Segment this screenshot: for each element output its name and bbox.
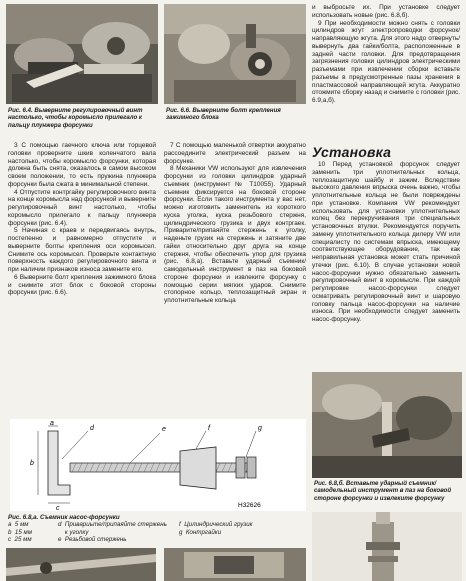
legend-key: c xyxy=(8,536,12,544)
legend-value: Контргайки xyxy=(185,528,222,536)
legend-fig-6-8a xyxy=(8,514,306,544)
diagram-code: H32626 xyxy=(238,502,261,509)
paragraph: 3 С помощью гаечного ключа или торцевой головки проверните шкив коленчатого вала настолько, чтобы коромысло форсунки, которая должна быть снята, оказалось в самом высоком своем положении, то есть пружина плунжера форсунки была сжата в минимальной степени. xyxy=(8,142,156,188)
legend-key: b xyxy=(8,528,12,536)
legend-key: e xyxy=(58,536,62,544)
diagram-fig-6-8a xyxy=(10,419,306,511)
paragraph: 4 Отпустите контргайку регулировочного винта на конце коромысла над форсункой и выверните регулировочный винт настолько, чтобы коромысло прилегало к пальцу плунжера форсунки (рис. 6.4). xyxy=(8,188,156,227)
label-e: e xyxy=(162,426,166,433)
legend-key: g xyxy=(179,528,183,536)
paragraph: 9 При необходимости можно снять с головки цилиндров жгут электропроводки форсунок/направляющую жгута. Для этого надо отвернуть/вывернуть два гайки/болта, расположенные в задней части головки. Для предотвращения загрязнения головки цилиндров электрическими разъемами при извлечении сборки вставьте разъемы в предусмотренные пазы хранения в пластмассовой направляющей жгута. Аккуратно отожмите сборку назад и снимите с головки (рис. 6.9,а,б). xyxy=(312,19,460,104)
legend-key: a xyxy=(8,521,12,529)
text-column-2 xyxy=(164,142,306,305)
paragraph: и выбросьте их. При установке следует использовать новые (рис. 6.8,б). xyxy=(312,4,460,19)
legend-row xyxy=(8,521,306,528)
legend-row xyxy=(8,536,306,543)
legend-value: Привариьте/припаяйте стержень xyxy=(64,521,167,529)
photo-bottom-middle xyxy=(164,548,306,581)
caption-fig-6-4: Рис. 6.4. Выверните регулировочный винт настолько, чтобы коромысло прилегало к пальцу плунжера форсунки xyxy=(8,107,143,129)
paragraph: 7 С помощью маленькой отвертки аккуратно рассоедините электрический разъем на форсунке. xyxy=(164,142,306,165)
text-column-3-top xyxy=(312,4,460,105)
legend-key: d xyxy=(58,521,62,529)
legend-value: Резьбовой стержень xyxy=(64,536,127,544)
photo-bottom-left xyxy=(6,548,156,581)
legend-value: 5 мм xyxy=(14,521,29,529)
text-column-3-bottom xyxy=(312,161,460,324)
label-b: b xyxy=(30,460,34,467)
extractor-diagram xyxy=(10,419,306,511)
legend-key: f xyxy=(179,521,181,529)
text-column-1 xyxy=(8,142,156,297)
photo-fig-6-6 xyxy=(164,4,306,104)
section-heading-installation: Установка xyxy=(312,144,392,160)
legend-value: 25 мм xyxy=(14,536,32,544)
legend-value: Цилиндрический грузик xyxy=(184,521,253,529)
paragraph: 8 Механики VW используют для извлечения форсунки из головки цилиндров ударный съемник (инструмент № Т10055). Ударный съемник фиксируется на боковой стороне форсунки. Если такого инструмента у вас нет, можно изготовить заменитель из короткого куска уголка, куска резьбового стержня, цилиндрического грузика и двух контргаек. Приварите/припаяйте стержень к уголку, наденьте грузик на стержень и затяните две гайки относительно друг друга на конце стержня, чтобы обеспечить упор для грузика (рис. 6.8,а). Вставьте ударный съемник/самодельный инструмент в паз на боковой стороне форсунки и извлеките форсунку с помощью серии мягких ударов. Снимите стопорное кольцо, теплозащитный экран и уплотнительные кольца xyxy=(164,165,306,304)
label-g: g xyxy=(258,425,262,432)
caption-fig-6-8a: Рис. 6.8,а. Съемник насос-форсунки xyxy=(8,514,120,521)
caption-fig-6-6: Рис. 6.6. Выверните болт крепления зажимного блока xyxy=(166,107,281,122)
legend-row xyxy=(8,529,306,536)
caption-fig-6-8b: Рис. 6.8,б. Вставьте ударный съемник/самодельный инструмент в паз на боковой стороне форсунки и извлеките форсунку xyxy=(314,480,452,502)
label-f: f xyxy=(208,425,210,432)
paragraph: 5 Начиная с краев и передвигаясь внутрь, постепенно и равномерно отпустите и выверните болты крепления оси коромысел. Снимите ось коромысел. Проверьте контактную поверхность каждого регулировочного винта и при наличии признаков износа замените его. xyxy=(8,227,156,273)
label-c: c xyxy=(56,505,60,511)
label-d: d xyxy=(90,425,94,432)
paragraph: 6 Выверните болт крепления зажимного блока и снимите этот блок с боковой стороны форсунки (рис. 6.6). xyxy=(8,273,156,297)
label-a: a xyxy=(50,420,54,427)
legend-value: к уголку xyxy=(64,528,89,536)
paragraph: 10 Перед установкой форсунок следует заменить три уплотнительных кольца, теплозащитную шайбу и зажим. Вследствие высокого давления впрыска очень важно, чтобы уплотнительные кольца не были повреждены при установке. Компания VW рекомендует использовать для установки уплотнительных колец без перекручивания три специальных установочных втулки. Рекомендуется поручить замену уплотнительного кольца дилеру VW или специалисту по системам впрыска, имеющему соответствующее оборудование, так как неправильная установка может стать причиной утечки (рис. 6.10). В случае установки новой насос-форсунки нужно обязательно заменить регулировочный винт в коромысле. При каждой регулировке насос-форсунки следует осматривать регулировочный винт и шаровую головку пальца насос-форсунки на наличие износа. При необходимости следует заменить насос-форсунку. xyxy=(312,161,460,323)
legend-value: 15 мм xyxy=(14,528,32,536)
photo-fig-6-4 xyxy=(6,4,158,104)
photo-fig-6-8b xyxy=(312,372,462,478)
photo-bottom-right xyxy=(312,512,462,581)
